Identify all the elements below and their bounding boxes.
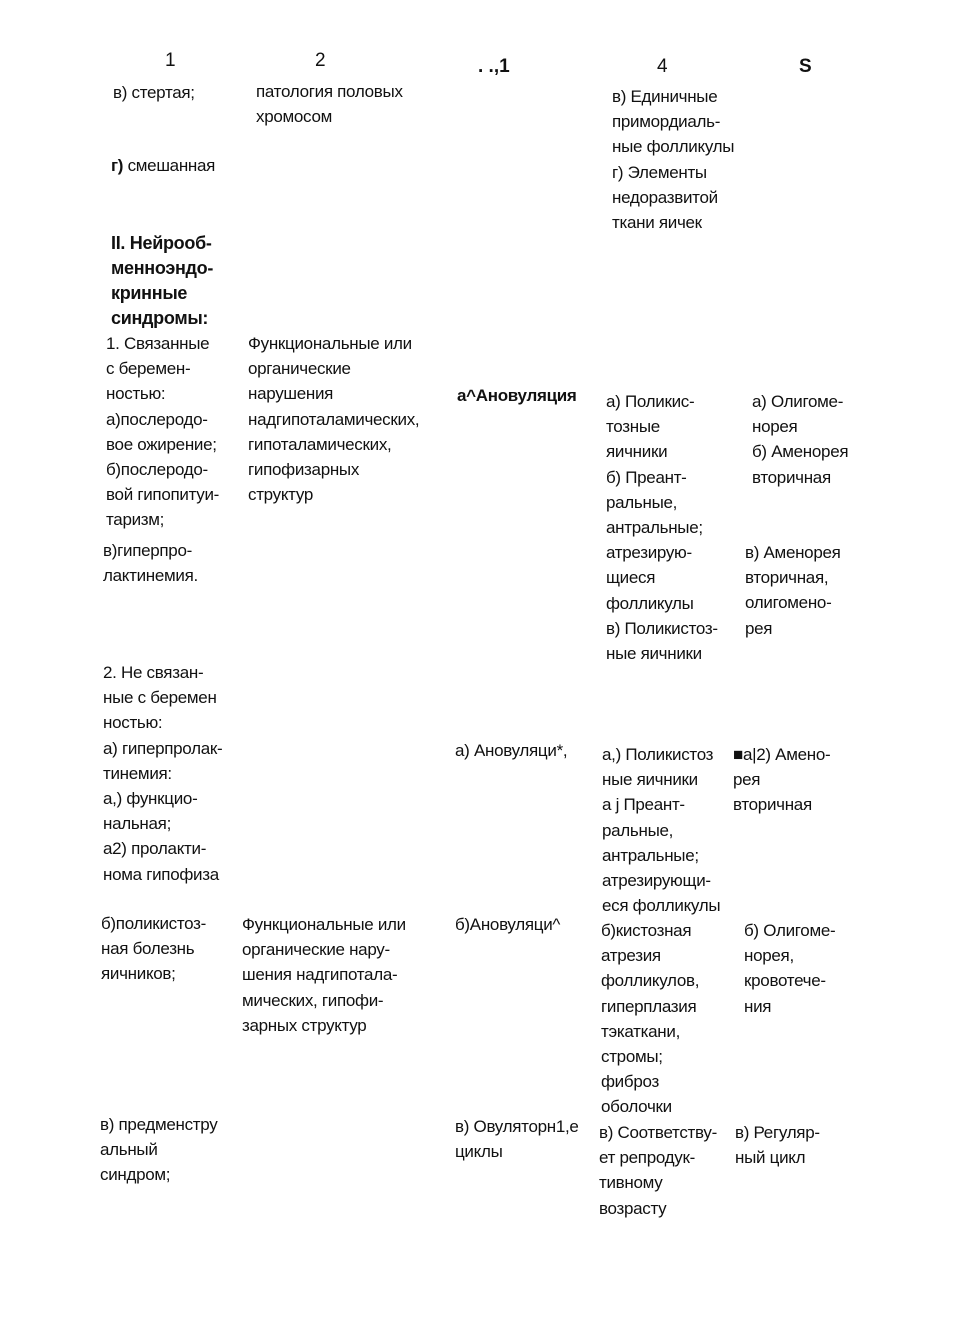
text-line: зарных структур bbox=[242, 1015, 367, 1035]
text-line: тэкаткани, bbox=[601, 1021, 681, 1041]
text-line: яичники bbox=[606, 442, 668, 462]
text-line: щиеся bbox=[606, 568, 656, 588]
text-line: ткани яичек bbox=[612, 213, 702, 233]
text-line: 2. Не связан- bbox=[103, 663, 204, 682]
text-line: Функциональные или bbox=[248, 334, 412, 353]
text-line: б) Аменорея bbox=[752, 442, 849, 462]
text-line: вторичная bbox=[752, 467, 831, 487]
text-line: олигомено- bbox=[745, 593, 832, 613]
col3-block-c bbox=[455, 912, 560, 937]
text-line: надгипоталамических, bbox=[248, 409, 420, 429]
text-line: 1. Связанные bbox=[106, 334, 210, 353]
text-line: а) Олигоме- bbox=[752, 392, 844, 411]
text-line: ■а|2) Амено- bbox=[733, 745, 831, 764]
text-line: ральные, bbox=[606, 492, 678, 512]
text-line: нальная; bbox=[103, 814, 171, 834]
text-line: примордиаль- bbox=[612, 112, 721, 132]
section-heading bbox=[111, 231, 213, 331]
text-line: вторичная bbox=[733, 795, 812, 815]
text-line: с беремен- bbox=[106, 359, 191, 379]
text-line: норея bbox=[752, 417, 798, 437]
text-line: нарушения bbox=[248, 384, 334, 404]
text-line: а) Ановуляци*, bbox=[455, 741, 568, 760]
text-line: б)послеродо- bbox=[106, 460, 208, 480]
text-line: циклы bbox=[455, 1142, 503, 1162]
col3-block-a bbox=[457, 383, 577, 408]
col2-block-a bbox=[256, 79, 403, 129]
text-line: органические нару- bbox=[242, 940, 390, 960]
text-line: атрезия bbox=[601, 946, 661, 966]
text-line: а2) пролакти- bbox=[103, 839, 207, 859]
text-line: фиброз bbox=[601, 1072, 659, 1092]
text-line: возрасту bbox=[599, 1198, 667, 1218]
text-line: б) Преант- bbox=[606, 467, 687, 487]
col2-block-b bbox=[248, 331, 419, 507]
text-line: смешанная bbox=[127, 156, 216, 175]
text-line: в) Регуляр- bbox=[735, 1123, 820, 1142]
col4-block-d bbox=[601, 918, 699, 1120]
text-line: в) Поликистоз- bbox=[606, 618, 718, 638]
text-line: ные яичники bbox=[602, 770, 698, 790]
text-line: патология половых bbox=[256, 82, 403, 101]
text-line: стромы; bbox=[601, 1047, 663, 1067]
text-line: тозные bbox=[606, 417, 660, 437]
text-line: ет репродук- bbox=[599, 1148, 695, 1168]
col1-block-b bbox=[111, 153, 215, 178]
column-header-2: 2 bbox=[315, 50, 326, 71]
text-line: менноэндо- bbox=[111, 258, 214, 278]
text-line: хромосом bbox=[256, 107, 332, 127]
text-line: в) Овуляторн1,е bbox=[455, 1117, 579, 1136]
text-line: шения надгипотала- bbox=[242, 965, 398, 985]
col4-block-e bbox=[599, 1120, 717, 1221]
col1-block-a bbox=[113, 80, 195, 105]
text-line: антральные; bbox=[602, 845, 699, 865]
text-line: антральные; bbox=[606, 518, 703, 538]
list-marker: г) bbox=[111, 156, 124, 175]
col4-block-c bbox=[602, 742, 720, 918]
text-line: ный цикл bbox=[735, 1148, 806, 1168]
text-line: в) Единичные bbox=[612, 87, 718, 106]
text-line: а,) Поликистоз bbox=[602, 745, 714, 764]
text-line: лактинемия. bbox=[103, 566, 198, 586]
text-line: ные яичники bbox=[606, 644, 702, 664]
text-line: тинемия: bbox=[103, 763, 172, 783]
column-header-3: . .,1 bbox=[478, 56, 510, 77]
text-line: ральные, bbox=[602, 820, 674, 840]
text-line: в)гиперпро- bbox=[103, 541, 192, 560]
text-line: синдром; bbox=[100, 1165, 171, 1185]
col1-block-g1c bbox=[103, 538, 198, 588]
text-line: фолликулов, bbox=[601, 971, 700, 991]
col5-block-c bbox=[733, 742, 830, 818]
text-line: недоразвитой bbox=[612, 187, 718, 207]
text-line: ностью: bbox=[106, 384, 166, 404]
text-line: б)поликистоз- bbox=[101, 914, 206, 933]
text-line: гиперплазия bbox=[601, 996, 697, 1016]
text-line: мических, гипофи- bbox=[242, 990, 384, 1010]
text-line: в) Аменорея bbox=[745, 543, 841, 562]
text-line: б) Олигоме- bbox=[744, 921, 836, 940]
text-line: атрезирующи- bbox=[602, 871, 711, 891]
text-line: в) Соответству- bbox=[599, 1123, 717, 1142]
text-line: еся фолликулы bbox=[602, 896, 721, 916]
text-line: ная болезнь bbox=[101, 939, 195, 959]
text-line: оболочки bbox=[601, 1097, 672, 1117]
text-line: фолликулы bbox=[606, 593, 694, 613]
text-line: а)послеродо- bbox=[106, 409, 208, 429]
text-line: а) Поликис- bbox=[606, 392, 695, 411]
text-line: ные с беремен bbox=[103, 688, 217, 708]
text-line: рея bbox=[733, 770, 761, 790]
col3-block-d bbox=[455, 1114, 579, 1164]
col1-block-g2 bbox=[103, 660, 222, 887]
col1-block-g4 bbox=[100, 1112, 217, 1188]
text-line: а j Преант- bbox=[602, 795, 685, 815]
text-line: а,) функцио- bbox=[103, 789, 198, 809]
text-line: рея bbox=[745, 618, 773, 638]
column-header-5: S bbox=[799, 56, 812, 77]
text-line: яичников; bbox=[101, 964, 176, 984]
text-line: ные фолликулы bbox=[612, 137, 735, 157]
text-line: а) гиперпролак- bbox=[103, 738, 223, 758]
col1-block-g3 bbox=[101, 911, 206, 987]
text-line: г) Элементы bbox=[612, 162, 707, 182]
column-header-1: 1 bbox=[165, 50, 176, 71]
col2-block-c bbox=[242, 912, 406, 1038]
text-line: норея, bbox=[744, 946, 794, 966]
text-line: вторичная, bbox=[745, 568, 829, 588]
text-line: гипоталамических, bbox=[248, 434, 392, 454]
text-line: кринные bbox=[111, 283, 188, 303]
text-line: ностью: bbox=[103, 713, 163, 733]
col4-block-b bbox=[606, 389, 718, 666]
text-line: ния bbox=[744, 996, 772, 1016]
text-line: атрезирую- bbox=[606, 543, 692, 563]
text-line: альный bbox=[100, 1140, 158, 1160]
text-line: структур bbox=[248, 485, 314, 505]
column-header-4: 4 bbox=[657, 56, 668, 77]
text-line: таризм; bbox=[106, 510, 165, 530]
col4-block-a bbox=[612, 84, 734, 235]
text-line: вое ожирение; bbox=[106, 434, 217, 454]
text-line: II. Нейрооб- bbox=[111, 233, 212, 253]
text-line: кровотече- bbox=[744, 971, 826, 991]
col5-block-a bbox=[752, 389, 848, 490]
col5-block-b bbox=[745, 540, 841, 641]
col1-block-g1 bbox=[106, 331, 219, 533]
col3-block-b bbox=[455, 738, 567, 763]
text-line: а^Ановуляция bbox=[457, 386, 577, 405]
text-line: тивному bbox=[599, 1173, 663, 1193]
col5-block-e bbox=[735, 1120, 820, 1170]
col5-block-d bbox=[744, 918, 835, 1019]
text-line: б)Ановуляци^ bbox=[455, 915, 561, 934]
text-line: синдромы: bbox=[111, 308, 209, 328]
text-line: органические bbox=[248, 359, 351, 379]
text-line: в) предменстру bbox=[100, 1115, 218, 1134]
text-line: б)кистозная bbox=[601, 921, 692, 940]
text-line: в) стертая; bbox=[113, 83, 195, 102]
text-line: вой гипопитуи- bbox=[106, 485, 220, 505]
text-line: Функциональные или bbox=[242, 915, 406, 934]
text-line: гипофизарных bbox=[248, 460, 360, 480]
text-line: нома гипофиза bbox=[103, 864, 219, 884]
